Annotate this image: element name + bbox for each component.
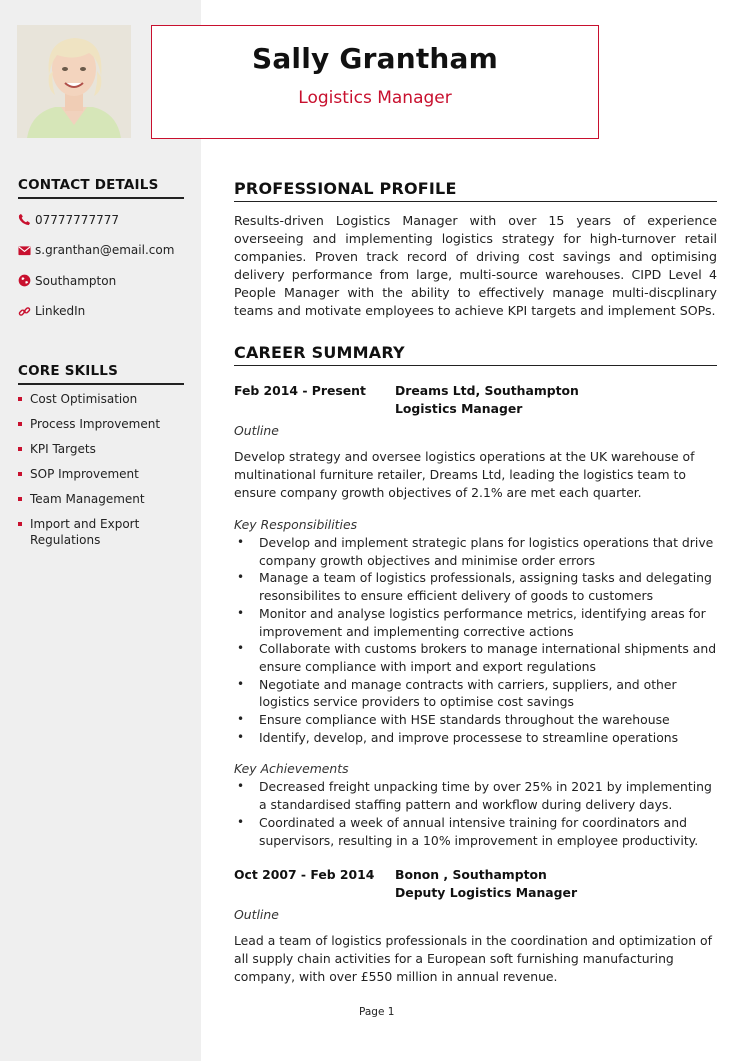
link-icon	[18, 305, 31, 318]
profile-text: Results-driven Logistics Manager with over 15 years of experience overseeing and implementing logistics strategy for high-turnover retail companies. Proven track record of driving cost savings and optimising delivery performance from large, multi-source warehouses. CIPD Level 4 People Manager with the ability to effectively manage multi-discplinary teams and motivate employees to achieve KPI targets and implement SOPs.	[234, 213, 717, 318]
job-outline: Develop strategy and oversee logistics operations at the UK warehouse of multinational furniture retailer, Dreams Ltd, leading the logistics team to ensure company growth objectives of 2.1% are met each quarter.	[234, 449, 695, 500]
responsibilities-label: Key Responsibilities	[234, 517, 358, 532]
profile-section	[234, 179, 717, 319]
list-item: • Develop and implement strategic plans for logistics operations that drive company growth objectives and minimise order errors	[234, 534, 717, 569]
skills-section	[18, 363, 184, 558]
list-item: • Monitor and analyse logistics performance metrics, identifying areas for improvement and implementing corrective actions	[234, 605, 717, 640]
contact-location-text: Southampton	[35, 273, 117, 288]
contact-linkedin[interactable]	[18, 301, 184, 321]
page-number: Page 1	[359, 1006, 395, 1018]
contact-email	[18, 240, 184, 260]
career-section	[234, 343, 717, 986]
location-icon	[18, 274, 31, 287]
skills-heading: CORE SKILLS	[18, 363, 184, 385]
name-header	[151, 25, 599, 139]
list-item: • Ensure compliance with HSE standards throughout the warehouse	[234, 711, 717, 729]
list-item: Cost Optimisation	[18, 392, 184, 408]
list-item: • Manage a team of logistics professionals, assigning tasks and delegating resonsibilites to ensure efficient delivery of goods to customers	[234, 569, 717, 604]
list-item: SOP Improvement	[18, 467, 184, 483]
contact-phone-text: 07777777777	[35, 212, 119, 227]
list-item: • Decreased freight unpacking time by over 25% in 2021 by implementing a standardised staffing pattern and workflow during delivery days.	[234, 778, 717, 813]
job-header	[234, 382, 717, 418]
list-item: • Collaborate with customs brokers to manage international shipments and ensure compliance with import and export regulations	[234, 640, 717, 675]
email-icon	[18, 244, 31, 257]
job-company: Bonon , Southampton	[395, 867, 547, 883]
profile-photo	[17, 25, 131, 138]
candidate-title: Logistics Manager	[298, 88, 452, 108]
outline-label: Outline	[234, 423, 279, 438]
job-company: Dreams Ltd, Southampton	[395, 383, 579, 398]
list-item: • Negotiate and manage contracts with carriers, suppliers, and other logistics service providers to optimise cost savings	[234, 676, 717, 711]
contact-phone	[18, 210, 184, 230]
list-item: KPI Targets	[18, 442, 184, 458]
contact-heading: CONTACT DETAILS	[18, 177, 184, 199]
avatar	[17, 25, 131, 138]
job-header	[234, 866, 717, 902]
list-item: Team Management	[18, 492, 184, 508]
list-item: • Coordinated a week of annual intensive training for coordinators and supervisors, resulting in a 10% improvement in employee productivity.	[234, 814, 717, 849]
list-item: Process Improvement	[18, 417, 184, 433]
job-dates: Oct 2007 - Feb 2014	[234, 867, 375, 883]
contact-section	[18, 177, 184, 321]
achievements-list	[234, 778, 717, 849]
job-company-role	[395, 382, 579, 418]
profile-heading: PROFESSIONAL PROFILE	[234, 179, 717, 202]
achievements-label: Key Achievements	[234, 761, 349, 777]
list-item: Import and Export Regulations	[18, 517, 184, 548]
job-dates: Feb 2014 - Present	[234, 383, 366, 398]
skills-list	[18, 392, 184, 548]
candidate-name: Sally Grantham	[251, 42, 499, 75]
job-role: Logistics Manager	[395, 401, 523, 416]
responsibilities-list	[234, 534, 717, 746]
contact-location	[18, 271, 184, 291]
contact-linkedin-text[interactable]: LinkedIn	[35, 304, 86, 318]
outline-label: Outline	[234, 907, 279, 923]
career-heading: CAREER SUMMARY	[234, 343, 717, 366]
contact-email-text: s.granthan@email.com	[35, 243, 175, 257]
list-item: • Identify, develop, and improve processese to streamline operations	[234, 729, 717, 747]
job-role: Deputy Logistics Manager	[395, 885, 578, 901]
phone-icon	[18, 213, 31, 226]
job-company-role	[395, 866, 577, 902]
job-outline: Lead a team of logistics professionals in the coordination and optimization of all supply chain activities for a European soft furnishing manufacturing company, with over £550 million in annual revenue.	[234, 933, 712, 985]
